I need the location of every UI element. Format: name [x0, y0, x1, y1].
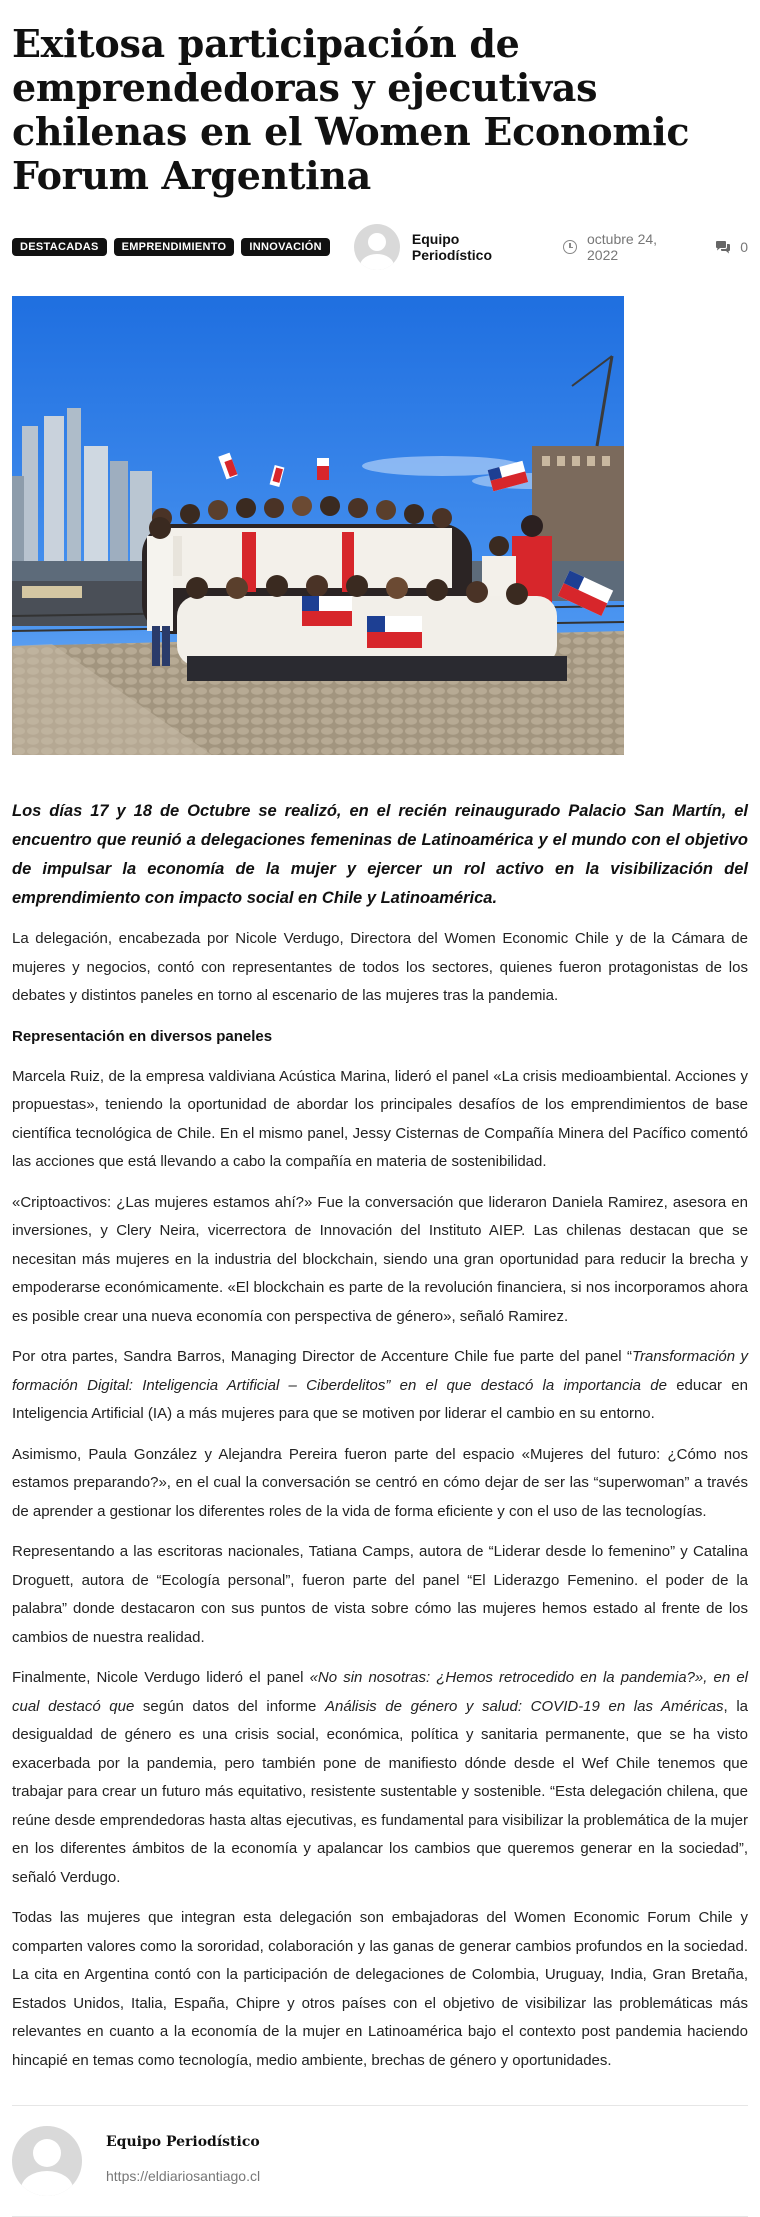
tag-list — [12, 238, 330, 256]
author-box — [12, 2106, 748, 2216]
tag-emprendimiento[interactable]: EMPRENDIMIENTO — [114, 238, 235, 256]
author-avatar[interactable] — [354, 224, 400, 270]
lead-paragraph: Los días 17 y 18 de Octubre se realizó, en el recién reinaugurado Palacio San Martín, el encuentro que reunió a delegaciones femeninas de Latinoamérica y el mundo con el objetivo de impulsar la economía de la mujer y ejercer un rol activo en la visibilización del emprendimiento con impacto social en Chile y Latinoamérica. — [12, 802, 748, 907]
paragraph-4 — [12, 1343, 748, 1429]
paragraph-7-part-b: según datos del informe — [134, 1697, 325, 1715]
post-date-text: octubre 24, 2022 — [587, 231, 658, 263]
paragraph-8: Todas las mujeres que integran esta delegación son embajadoras del Women Economic Forum Chile y comparten valores como la sororidad, colaboración y las ganas de generar cambios profundos en la sociedad. La cita en Argentina contó con la participación de delegaciones de Colombia, Uruguay, India, Gran Bretaña, Estados Unidos, Italia, España, Chipre y otros países con el objetivo de visibilizar las problemáticas más relevantes en cuanto a la economía de la mujer en Latinoamérica bajo el contexto post pandemia haciendo hincapié en temas como tecnología, medio ambiente, brechas de género y oportunidades. — [12, 1909, 748, 2069]
author-box-name[interactable]: Equipo Periodístico — [106, 2134, 260, 2150]
paragraph-7-emphasis-2: Análisis de género y salud: COVID-19 en las Américas — [325, 1697, 724, 1715]
paragraph-7-part-a: Finalmente, Nicole Verdugo lideró el panel — [12, 1669, 310, 1686]
paragraph-7-part-c: , la desigualdad de género es una crisis social, económica, política y sanitaria permanente, que se ha visto exacerbada por la pandemia, pero también pone de manifiesto dónde desde el Wef Chile tenemos que trabajar para crear un futuro más equitativo, resistente sustentable y sostenible. “Esta delegación chilena, que reúne desde emprendedoras hasta altas ejecutivas, es fundamental para visibilizar la problemática de la mujer en los diferentes ámbitos de la economía y apalancar los cambios que queremos generar en la sociedad”, señaló Verdugo. — [12, 1697, 748, 1886]
paragraph-4-part-a: Por otra partes, Sandra Barros, Managing Director de Accenture Chile fue parte del panel “ — [12, 1348, 633, 1365]
paragraph-4-part-b: educar en Inteligencia Artificial (IA) a más mujeres para que se motiven por liderar el cambio en su entorno. — [12, 1376, 748, 1422]
paragraph-7-emphasis-1: «No sin nosotras: ¿Hemos retrocedido en la pandemia?», en el cual destacó que — [12, 1669, 748, 1715]
author-box-url[interactable]: https://eldiariosantiago.cl — [106, 2168, 261, 2184]
paragraph-4-emphasis: Transformación y formación Digital: Inteligencia Artificial – Ciberdelitos” en el que destacó la importancia de — [12, 1348, 748, 1394]
paragraph-6: Representando a las escritoras nacionales, Tatiana Camps, autora de “Liderar desde lo femenino” y Catalina Droguett, autora de “Ecología personal”, fueron parte del panel “El Liderazgo Femenino. el poder de la palabra” donde destacaron con sus puntos de vista sobre cómo las mujeres hemos estado al frente de los cambios de nuestra realidad. — [12, 1543, 748, 1646]
author-link[interactable]: Equipo Periodístico — [411, 231, 493, 263]
comments-icon — [714, 240, 732, 255]
paragraph-7 — [12, 1664, 748, 1892]
author-info — [106, 2126, 260, 2196]
featured-image — [12, 296, 624, 755]
author-box-avatar[interactable] — [12, 2126, 82, 2196]
comments-count: 0 — [740, 239, 748, 255]
paragraph-2: Marcela Ruiz, de la empresa valdiviana Acústica Marina, lideró el panel «La crisis medioambiental. Acciones y propuestas», teniendo la oportunidad de abordar los principales desafíos de los emprendimientos de base científica tecnológica de Chile. En el mismo panel, Jessy Cisternas de Compañía Minera del Pacífico comentó las acciones que está llevando a cabo la compañía en materia de sostenibilidad. — [12, 1067, 748, 1170]
post-meta — [12, 224, 748, 270]
paragraph-1: La delegación, encabezada por Nicole Verdugo, Directora del Women Economic Chile y de la Cámara de mujeres y negocios, contó con representantes de todos los sectores, quienes fueron protagonistas de los debates y distintos paneles en torno al escenario de las mujeres tras la pandemia. — [12, 930, 748, 1004]
clock-icon — [563, 240, 577, 254]
page-title: Exitosa participación de emprendedoras y ejecutivas chilenas en el Women Economic Forum Argentina — [12, 21, 690, 198]
paragraph-5: Asimismo, Paula González y Alejandra Pereira fueron parte del espacio «Mujeres del futuro: ¿Cómo nos estamos preparando?», en el cual la conversación se centró en cómo dejar de ser las “superwoman” a través de aprender a gestionar los diferentes roles de la vida de forma eficiente y con el uso de las tecnologías. — [12, 1445, 748, 1520]
tag-innovacion[interactable]: INNOVACIÓN — [241, 238, 329, 256]
post-date — [563, 231, 690, 263]
paragraph-3: «Criptoactivos: ¿Las mujeres estamos ahí?» Fue la conversación que lideraron Daniela Ramirez, asesora en inversiones, y Clery Neira, vicerrectora de Innovación del Instituto AIEP. Las chilenas destacan que se necesitan más mujeres en la industria del blockchain, siendo una gran oportunidad para reducir la brecha y empoderarse económicamente. «El blockchain es parte de la revolución financiera, si nos incorporamos ahora es posible crear una nueva economía con perspectiva de género», señaló Ramirez. — [12, 1193, 748, 1325]
article-content — [12, 797, 748, 2075]
section-heading: Representación en diversos paneles — [12, 1027, 273, 1045]
tag-destacadas[interactable]: DESTACADAS — [12, 238, 107, 256]
comments-link[interactable] — [714, 239, 748, 255]
